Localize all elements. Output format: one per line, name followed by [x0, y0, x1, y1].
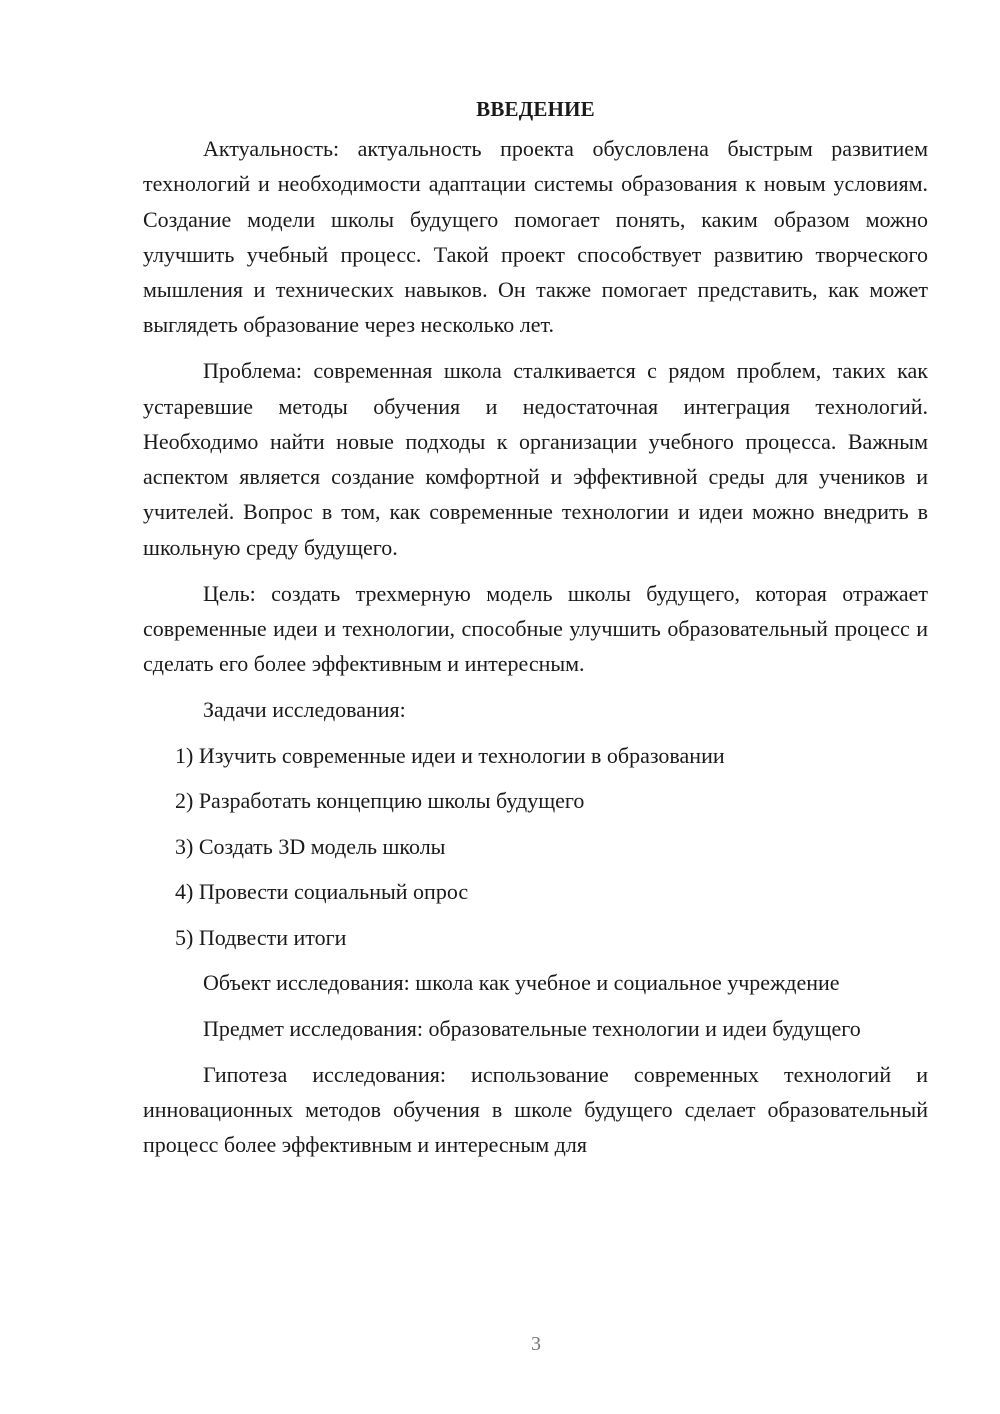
- page-content: [143, 92, 928, 1173]
- task-item: 1) Изучить современные идеи и технологии в образовании: [175, 742, 725, 768]
- section-title: ВВЕДЕНИЕ: [476, 97, 595, 121]
- paragraph-goal: Цель: создать трехмерную модель школы будущего, которая отражает современные идеи и технологии, способные улучшить образовательный процесс и сделать его более эффективным и интересным.: [143, 580, 928, 677]
- paragraph-object: Объект исследования: школа как учебное и социальное учреждение: [203, 970, 840, 996]
- page-number: 3: [531, 1333, 541, 1355]
- tasks-heading: Задачи исследования:: [203, 696, 406, 722]
- task-item: 5) Подвести итоги: [175, 924, 347, 950]
- paragraph-problem: Проблема: современная школа сталкивается с рядом проблем, таких как устаревшие методы обучения и недостаточная интеграция технологий. Необходимо найти новые подходы к организации учебного процесса. Важным аспектом является создание комфортной и эффективной среды для учеников и учителей. Вопрос в том, как современные технологии и идеи можно внедрить в школьную среду будущего.: [143, 358, 928, 560]
- task-item: 3) Создать 3D модель школы: [175, 833, 446, 859]
- paragraph-relevance: Актуальность: актуальность проекта обусловлена быстрым развитием технологий и необходимости адаптации системы образования к новым условиям. Создание модели школы будущего помогает понять, каким образом можно улучшить учебный процесс. Такой проект способствует развитию творческого мышления и технических навыков. Он также помогает представить, как может выглядеть образование через несколько лет.: [143, 136, 928, 338]
- paragraph-subject: Предмет исследования: образовательные технологии и идеи будущего: [203, 1015, 861, 1041]
- task-item: 4) Провести социальный опрос: [175, 879, 469, 905]
- paragraph-hypothesis: Гипотеза исследования: использование современных технологий и инновационных методов обучения в школе будущего сделает образовательный процесс более эффективным и интересным для: [143, 1061, 928, 1158]
- task-list: [143, 738, 928, 955]
- task-item: 2) Разработать концепцию школы будущего: [175, 788, 585, 814]
